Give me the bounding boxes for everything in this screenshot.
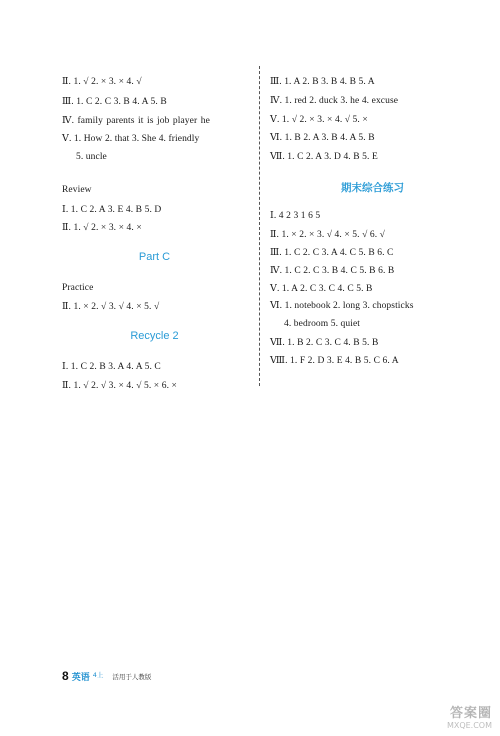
answer-line: Ⅰ. 1. C 2. A 3. E 4. B 5. D [62, 205, 162, 215]
grade-label: 4上 [92, 670, 104, 679]
answer-line: Ⅶ. 1. C 2. A 3. D 4. B 5. E [270, 152, 378, 162]
page-footer [62, 669, 151, 683]
watermark-logo [447, 702, 492, 730]
watermark-url: MXQE.COM [446, 721, 492, 730]
publisher-label: 活用于人教版 [112, 672, 152, 681]
section-heading-final-review: 期末综合练习 [341, 182, 404, 194]
section-heading-part-c: Part C [138, 251, 171, 263]
section-label-review: Review [62, 185, 92, 195]
answer-line: Ⅱ. 1. × 2. √ 3. √ 4. × 5. √ [62, 302, 160, 312]
column-divider [259, 66, 260, 386]
subject-label: 英语 [71, 672, 90, 683]
section-heading-recycle-2: Recycle 2 [130, 330, 179, 342]
answer-line: Ⅱ. 1. × 2. × 3. √ 4. × 5. √ 6. √ [270, 230, 385, 240]
answer-line: Ⅷ. 1. F 2. D 3. E 4. B 5. C 6. A [270, 356, 399, 366]
answer-line: Ⅲ. 1. A 2. B 3. B 4. B 5. A [270, 77, 375, 87]
answer-line: Ⅵ. 1. B 2. A 3. B 4. A 5. B [270, 133, 375, 143]
answer-line: Ⅵ. 1. notebook 2. long 3. chopsticks [270, 301, 414, 311]
answer-line: 4. bedroom 5. quiet [284, 319, 361, 329]
answer-line: Ⅴ. 1. A 2. C 3. C 4. C 5. B [270, 284, 373, 294]
answer-line: Ⅶ. 1. B 2. C 3. C 4. B 5. B [270, 338, 379, 348]
answer-line: Ⅴ. 1. How 2. that 3. She 4. friendly [62, 134, 200, 144]
watermark-text: 答案圈 [449, 706, 492, 721]
section-label-practice: Practice [62, 283, 94, 293]
answer-line: Ⅲ. 1. C 2. C 3. A 4. C 5. B 6. C [270, 248, 394, 258]
page-number: 8 [62, 669, 69, 683]
answer-line: Ⅱ. 1. √ 2. √ 3. × 4. √ 5. × 6. × [62, 381, 177, 391]
answer-line: Ⅴ. 1. √ 2. × 3. × 4. √ 5. × [270, 115, 368, 125]
answer-line: Ⅱ. 1. √ 2. × 3. × 4. × [62, 223, 142, 233]
answer-line: Ⅰ. 4 2 3 1 6 5 [270, 211, 321, 221]
answer-line: 5. uncle [76, 152, 107, 162]
answer-line: Ⅱ. 1. √ 2. × 3. × 4. √ [62, 77, 142, 87]
answer-line: Ⅳ. 1. C 2. C 3. B 4. C 5. B 6. B [270, 266, 395, 276]
answer-line: Ⅳ. family parents it is job player he [62, 116, 210, 126]
answer-line: Ⅳ. 1. red 2. duck 3. he 4. excuse [270, 96, 399, 106]
answer-line: Ⅲ. 1. C 2. C 3. B 4. A 5. B [62, 97, 167, 107]
answer-line: Ⅰ. 1. C 2. B 3. A 4. A 5. C [62, 362, 161, 372]
